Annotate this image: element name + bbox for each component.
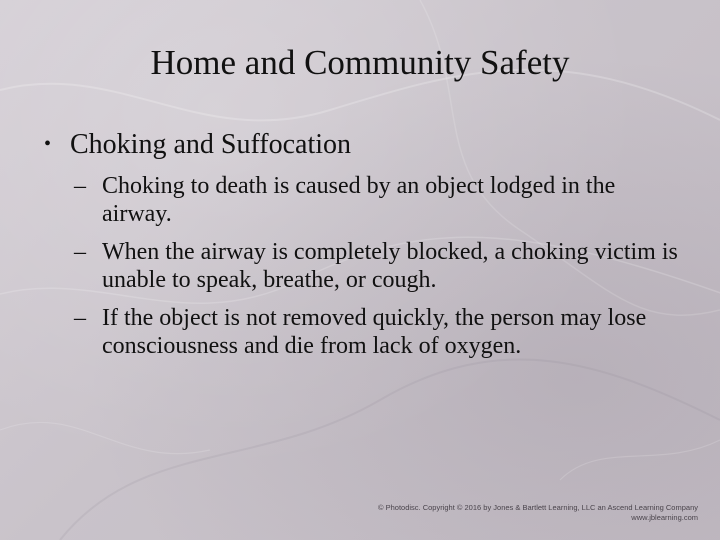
copyright-notice [378, 503, 698, 523]
sub-bullet-text: Choking to death is caused by an object lodged in the airway. [102, 173, 616, 227]
main-bullet [44, 128, 351, 162]
dash-marker: – [74, 305, 86, 331]
dash-marker: – [74, 239, 86, 265]
sub-bullet-text: If the object is not removed quickly, the person may lose consciousness and die from lack of oxygen. [102, 305, 647, 359]
dash-marker: – [74, 173, 86, 199]
bullet-marker: • [44, 133, 52, 155]
copyright-text: © Photodisc. Copyright © 2016 by Jones & Bartlett Learning, LLC an Ascend Learning Company [378, 503, 698, 512]
sub-bullet-item [74, 172, 684, 228]
sub-bullet-item [74, 304, 684, 360]
main-bullet-text: Choking and Suffocation [70, 129, 352, 160]
slide-title: Home and Community Safety [150, 43, 570, 82]
sub-bullet-item [74, 238, 684, 294]
sub-bullet-text: When the airway is completely blocked, a choking victim is unable to speak, breathe, or cough. [102, 239, 678, 293]
sub-bullet-list [74, 172, 684, 370]
website-url: www.jblearning.com [631, 513, 698, 522]
